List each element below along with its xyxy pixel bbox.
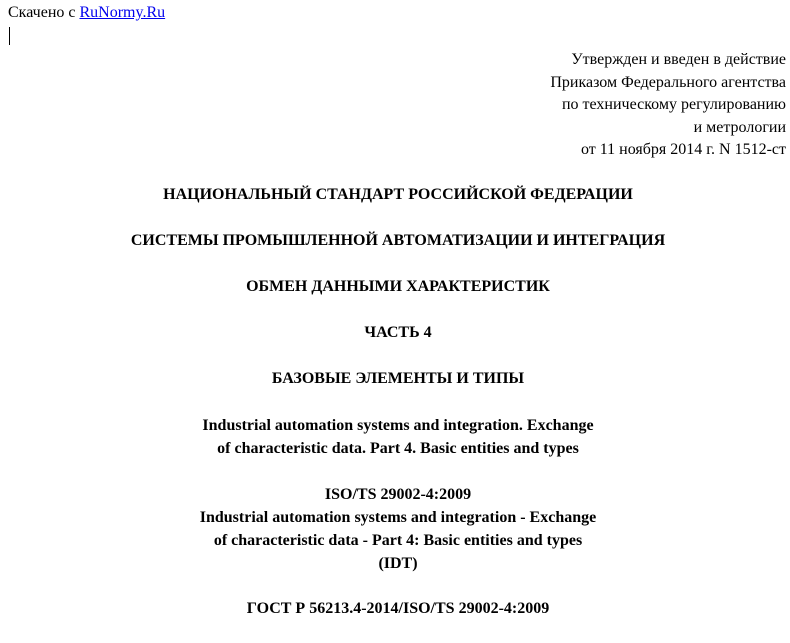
iso-title-line: of characteristic data - Part 4: Basic entities and types <box>213 532 583 549</box>
iso-code: ISO/TS 29002-4:2009 <box>324 486 472 503</box>
approval-line: по техническому регулированию <box>561 96 786 113</box>
english-title-line: Industrial automation systems and integration. Exchange <box>202 417 594 434</box>
english-title <box>0 414 790 460</box>
approval-line: Приказом Федерального агентства <box>550 73 786 91</box>
part-title: ЧАСТЬ 4 <box>364 324 432 341</box>
approval-line: Утвержден и введен в действие <box>571 51 786 68</box>
iso-block <box>0 483 790 575</box>
iso-title-line: Industrial automation systems and integration - Exchange <box>199 509 597 526</box>
iso-idt: (IDT) <box>378 555 418 572</box>
download-prefix: Скачено с <box>8 4 76 21</box>
text-cursor <box>9 27 10 45</box>
approval-line: от 11 ноября 2014 г. N 1512-ст <box>580 141 786 158</box>
runormy-link[interactable]: RuNormy.Ru <box>79 4 166 21</box>
approval-block <box>550 49 786 162</box>
gost-designation: ГОСТ Р 56213.4-2014/ISO/TS 29002-4:2009 <box>246 600 550 617</box>
exchange-title: ОБМЕН ДАННЫМИ ХАРАКТЕРИСТИК <box>246 278 550 295</box>
entities-title: БАЗОВЫЕ ЭЛЕМЕНТЫ И ТИПЫ <box>271 370 525 387</box>
national-standard-title: НАЦИОНАЛЬНЫЙ СТАНДАРТ РОССИЙСКОЙ ФЕДЕРАЦИИ <box>163 186 633 203</box>
approval-line: и метрологии <box>693 118 786 136</box>
download-source-line <box>8 4 165 22</box>
english-title-line: of characteristic data. Part 4. Basic entities and types <box>217 440 579 457</box>
systems-title: СИСТЕМЫ ПРОМЫШЛЕННОЙ АВТОМАТИЗАЦИИ И ИНТЕГРАЦИЯ <box>130 232 666 249</box>
